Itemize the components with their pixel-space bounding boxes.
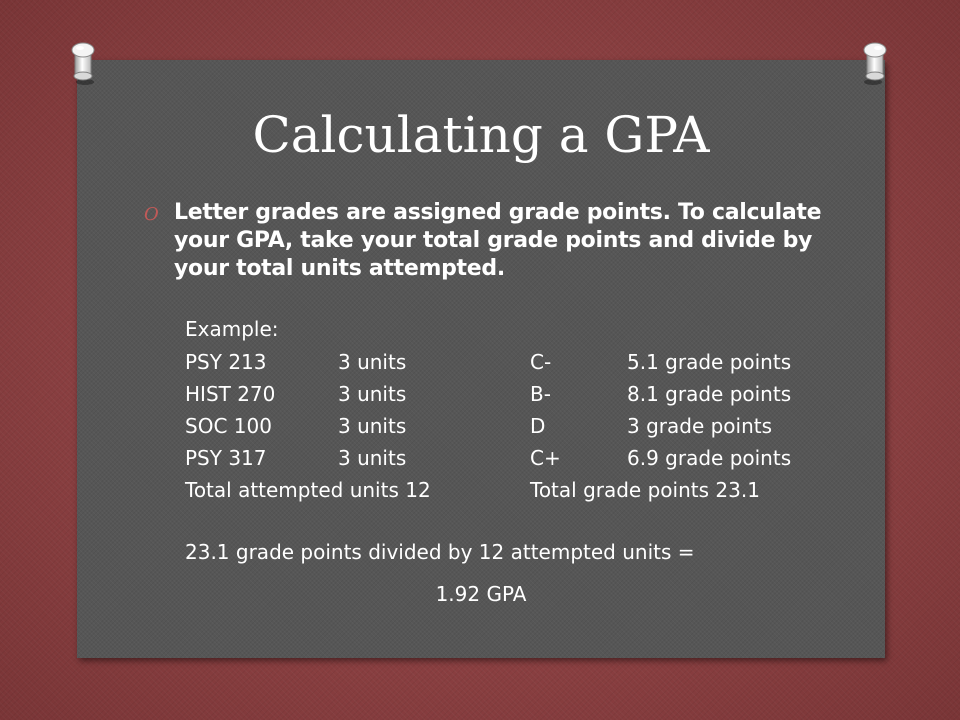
example-block	[185, 312, 865, 568]
course-name: PSY 317	[185, 446, 267, 470]
course-grade: D	[530, 414, 546, 438]
course-grade: C+	[530, 446, 561, 470]
course-units: 3 units	[338, 382, 407, 406]
total-units: Total attempted units 12	[185, 478, 431, 502]
course-row	[185, 442, 865, 474]
course-grade: B-	[530, 382, 551, 406]
course-units: 3 units	[338, 350, 407, 374]
course-grade-points: 5.1 grade points	[627, 350, 792, 374]
gpa-result: 1.92 GPA	[435, 582, 527, 606]
bullet-item	[144, 199, 834, 283]
course-units: 3 units	[338, 446, 407, 470]
course-row	[185, 346, 865, 378]
course-name: SOC 100	[185, 414, 272, 438]
totals-row	[185, 474, 865, 506]
total-grade-points: Total grade points 23.1	[530, 478, 760, 502]
course-grade-points: 3 grade points	[627, 414, 773, 438]
course-name: HIST 270	[185, 382, 276, 406]
course-grade: C-	[530, 350, 552, 374]
course-grade-points: 8.1 grade points	[627, 382, 792, 406]
course-row	[185, 410, 865, 442]
course-name: PSY 213	[185, 350, 267, 374]
example-label: Example:	[185, 317, 279, 341]
bullet-text: Letter grades are assigned grade points. To calculate your GPA, take your total grade points and divide by your total units attempted.	[174, 200, 822, 281]
calculation-line: 23.1 grade points divided by 12 attempted units =	[185, 540, 695, 564]
bullet-marker-icon: O	[144, 204, 159, 225]
course-row	[185, 378, 865, 410]
push-pin-right-icon	[858, 38, 892, 86]
course-grade-points: 6.9 grade points	[627, 446, 792, 470]
slide-title: Calculating a GPA	[252, 106, 710, 164]
push-pin-left-icon	[66, 38, 100, 86]
course-units: 3 units	[338, 414, 407, 438]
